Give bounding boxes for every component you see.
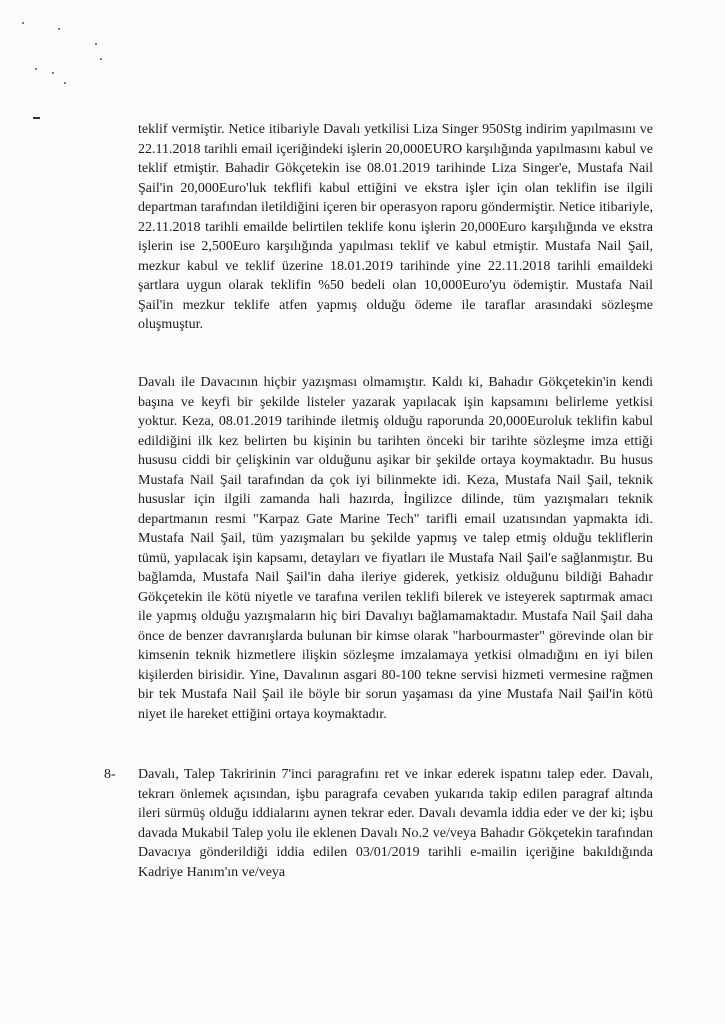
scan-speck (64, 82, 66, 84)
item-number: 8- (104, 767, 116, 782)
scan-speck (100, 58, 102, 60)
scan-speck (35, 68, 37, 70)
paragraph-1: teklif vermiştir. Netice itibariyle Davalı yetkilisi Liza Singer 950Stg indirim yapılmasını ve 22.11.2018 tarihli email içeriğindeki işlerin 20,000EURO karşılığında yapılmasını kabul ve teklif etmiştir. Bahadir Gökçetekin ise 08.01.2019 tarihinde Liza Singer'e, Mustafa Nail Şail'in 20,000Euro'luk tekflifi kabul ettiğini ve ekstra işler için olan teklifin ise ilgili departman tarafından iletildiğini içeren bir operasyon raporu göndermiştir. Netice itibariyle, 22.11.2018 tarihli emailde belirtilen teklife konu işlerin 20,000Euro karşılığında ve ekstra işlerin ise 2,500Euro karşılığında yapılması teklif ve kabul etmiştir. Mustafa Nail Şail, mezkur kabul ve teklif üzerine 18.01.2019 tarihinde yine 22.11.2018 tarihli emaildeki şartlara uygun olarak teklifin %50 bedeli olan 10,000Euro'yu ödemiştir. Mustafa Nail Şail'in mezkur teklife atfen yapmış olduğu ödeme ile taraflar arasındaki sözleşme oluşmuştur. (138, 122, 653, 332)
scan-speck (22, 22, 24, 24)
scan-speck (58, 28, 60, 30)
scan-speck (95, 43, 97, 45)
scan-speck (52, 72, 54, 74)
numbered-item-8 (104, 765, 653, 882)
item-text: Davalı, Talep Takririnin 7'inci paragrafını ret ve inkar ederek ispatını talep eder. Davalı, tekrarı önlemek açısından, işbu paragrafa cevaben yukarıda takip edilen paragraf altında ileri sürmüş olduğu iddialarını aynen tekrar eder. Davalı devamla iddia eder ve der ki; işbu davada Mukabil Talep yolu ile eklenen Davalı No.2 ve/veya Bahadır Gökçetekin tarafından Davacıya gönderildiği iddia edilen 03/01/2019 tarihli e-mailin içeriğine bakıldığında Kadriye Hanım'ın ve/veya (138, 767, 653, 880)
paragraph-2: Davalı ile Davacının hiçbir yazışması olmamıştır. Kaldı ki, Bahadır Gökçetekin'in kendi başına ve keyfi bir şekilde listeler yazarak yapılacak işin kapsamını belirleme yetkisi yoktur. Keza, 08.01.2019 tarihinde iletmiş olduğu raporunda 20,000Euroluk teklifin kabul edildiğini ilk kez belirten bu kişinin bu tarihten önceki bir tarihte sözleşme imza ettiği hususu ciddi bir çelişkinin var olduğunu aşikar bir şekilde ortaya koymaktadır. Bu husus Mustafa Nail Şail tarafından da çok iyi bilinmekte idi. Keza, Mustafa Nail Şail, teknik hususlar için ilgili zamanda hali hazırda, İngilizce dilinde, tüm yazışmaları teknik departmanın resmi "Karpaz Gate Marine Tech" tarifli email uzatısından yapmakta idi. Mustafa Nail Şail, tüm yazışmaları bu şekilde yapmış ve talep etmiş olduğu tekliflerin tümü, yapılacak işin kapsamı, detayları ve fiyatları ile Mustafa Nail Şail'e sağlanmıştır. Bu bağlamda, Mustafa Nail Şail'in daha ileriye giderek, yetkisiz olduğunu bildiği Bahadır Gökçetekin ile kötü niyetle ve tarafına verilen teklifi bilerek ve isteyerek saptırmak amacı ile yapmış olduğu yazışmaların hiç biri Davalıyı bağlamamaktadır. Mustafa Nail Şail daha önce de benzer davranışlarda bulunan bir kimse olarak "harbourmaster" görevinde olan bir kimsenin teknik hizmetlere ilişkin sözleşme imzalamaya yetkisi olmadığını en iyi bilen kişilerden birisidir. Yine, Davalının asgari 80-100 tekne servisi hizmeti vermesine rağmen bir tek Mustafa Nail Şail ile böyle bir sorun yaşaması da yine Mustafa Nail Şail'in kötü niyet ile hareket ettiğini ortaya koymaktadır. (138, 375, 653, 722)
scan-mark (33, 117, 40, 119)
